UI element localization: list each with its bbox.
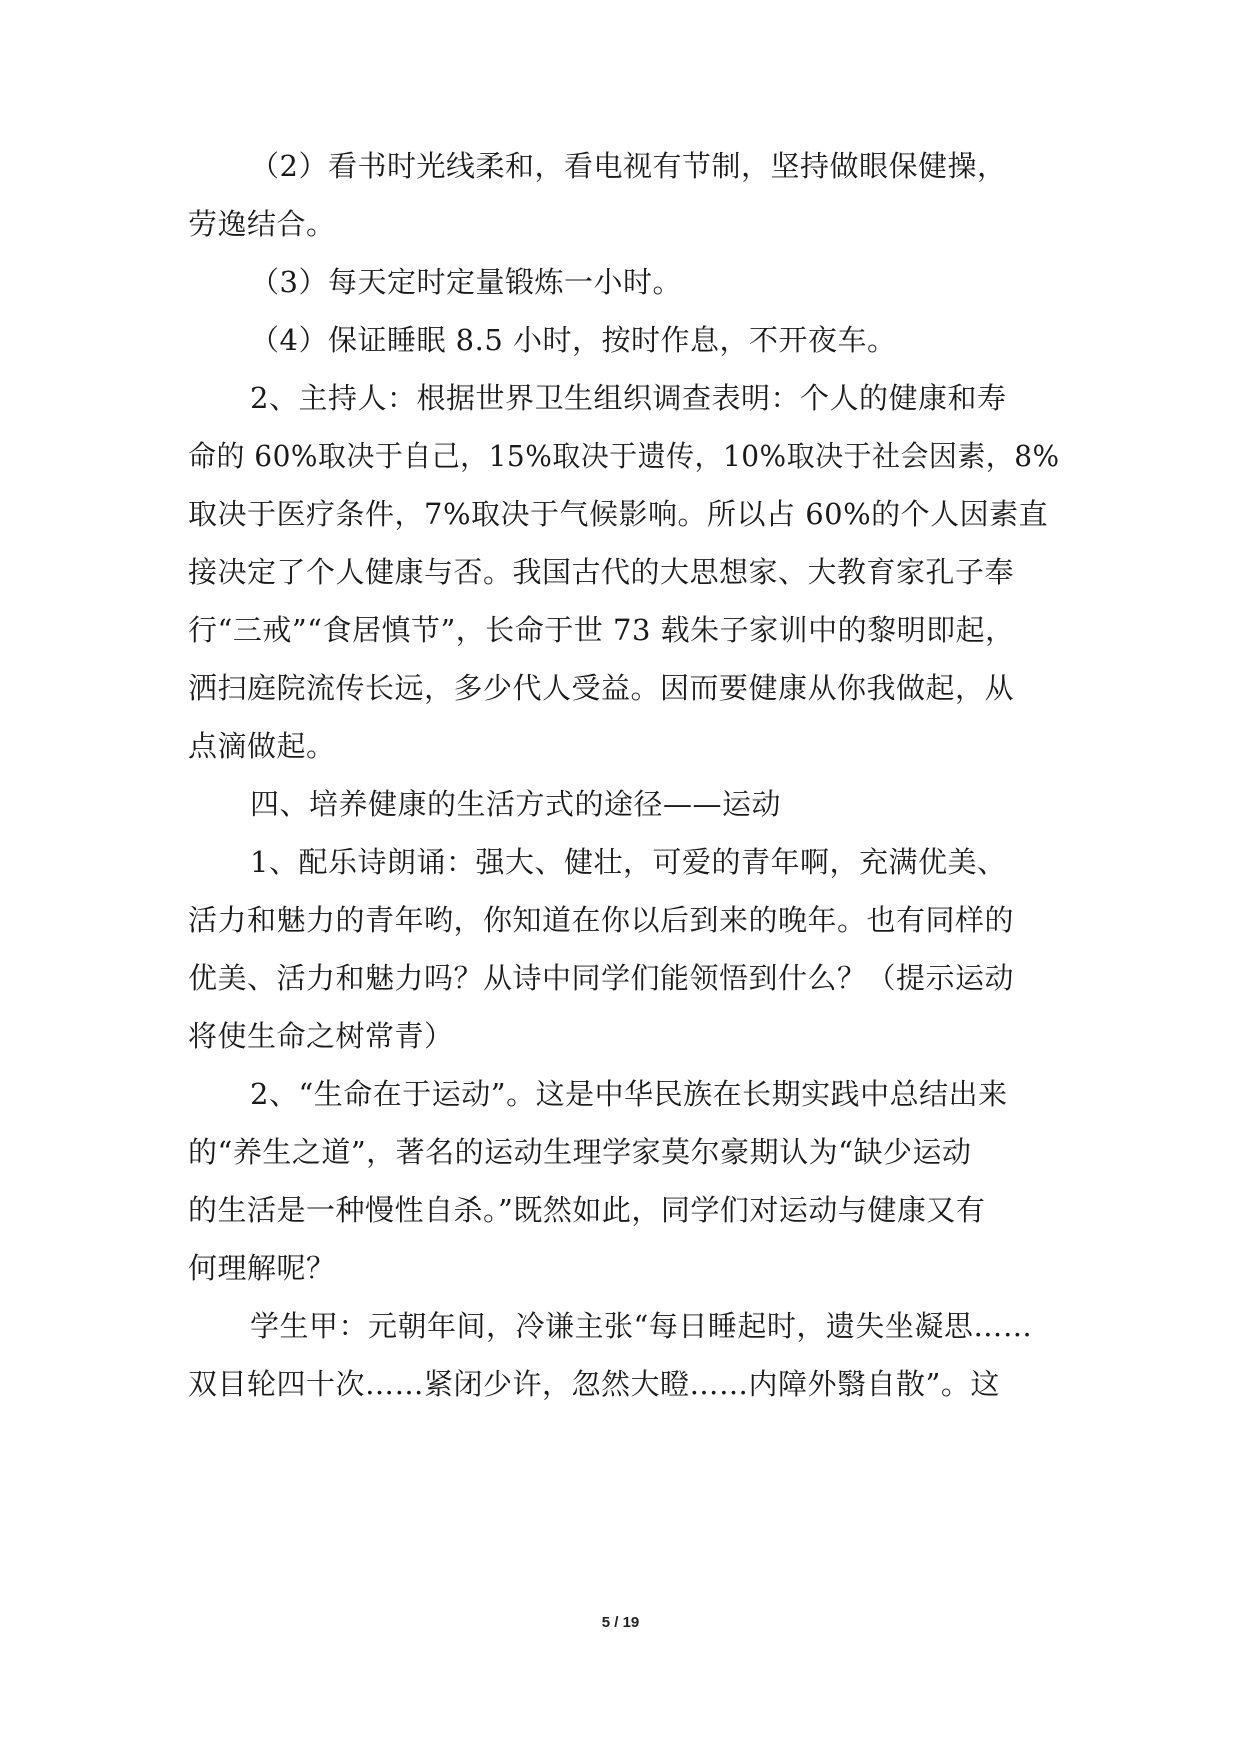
paragraph-line: 行“三戒”“食居慎节”，长命于世 73 载朱子家训中的黎明即起，	[188, 613, 1015, 647]
paragraph-line: （3）每天定时定量锻炼一小时。	[250, 265, 682, 299]
paragraph-line: 双目轮四十次……紧闭少许，忽然大瞪……内障外翳自散”。这	[188, 1367, 1000, 1401]
paragraph-line: 优美、活力和魅力吗？从诗中同学们能领悟到什么？（提示运动	[188, 961, 1015, 995]
paragraph-line: 将使生命之树常青）	[188, 1019, 454, 1053]
paragraph-line: （4）保证睡眠 8.5 小时，按时作息，不开夜车。	[250, 323, 897, 357]
paragraph-line: 命的 60%取决于自己，15%取决于遗传，10%取决于社会因素，8%	[188, 439, 1060, 473]
paragraph-line: 劳逸结合。	[188, 207, 336, 241]
paragraph-line: 接决定了个人健康与否。我国古代的大思想家、大教育家孔子奉	[188, 555, 1015, 589]
paragraph-line: 活力和魅力的青年哟，你知道在你以后到来的晚年。也有同样的	[188, 903, 1015, 937]
section-heading: 四、培养健康的生活方式的途径——运动	[250, 787, 782, 821]
page-number: 5 / 19	[601, 1614, 640, 1631]
paragraph-line: 学生甲：元朝年间，冷谦主张“每日睡起时，遗失坐凝思……	[250, 1309, 1033, 1343]
paragraph-line: 1、配乐诗朗诵：强大、健壮，可爱的青年啊，充满优美、	[250, 845, 1007, 879]
paragraph-line: 洒扫庭院流传长远，多少代人受益。因而要健康从你我做起，从	[188, 671, 1015, 705]
paragraph-line: 的“养生之道”，著名的运动生理学家莫尔豪期认为“缺少运动	[188, 1135, 972, 1169]
paragraph-line: 取决于医疗条件，7%取决于气候影响。所以占 60%的个人因素直	[188, 497, 1049, 531]
paragraph-line: （2）看书时光线柔和，看电视有节制，坚持做眼保健操，	[250, 149, 1007, 183]
paragraph-line: 2、主持人：根据世界卫生组织调查表明：个人的健康和寿	[250, 381, 1007, 415]
paragraph-line: 的生活是一种慢性自杀。”既然如此，同学们对运动与健康又有	[188, 1193, 986, 1227]
paragraph-line: 2、“生命在于运动”。这是中华民族在长期实践中总结出来	[250, 1077, 1008, 1111]
paragraph-line: 点滴做起。	[188, 729, 336, 763]
paragraph-line: 何理解呢？	[188, 1251, 336, 1285]
